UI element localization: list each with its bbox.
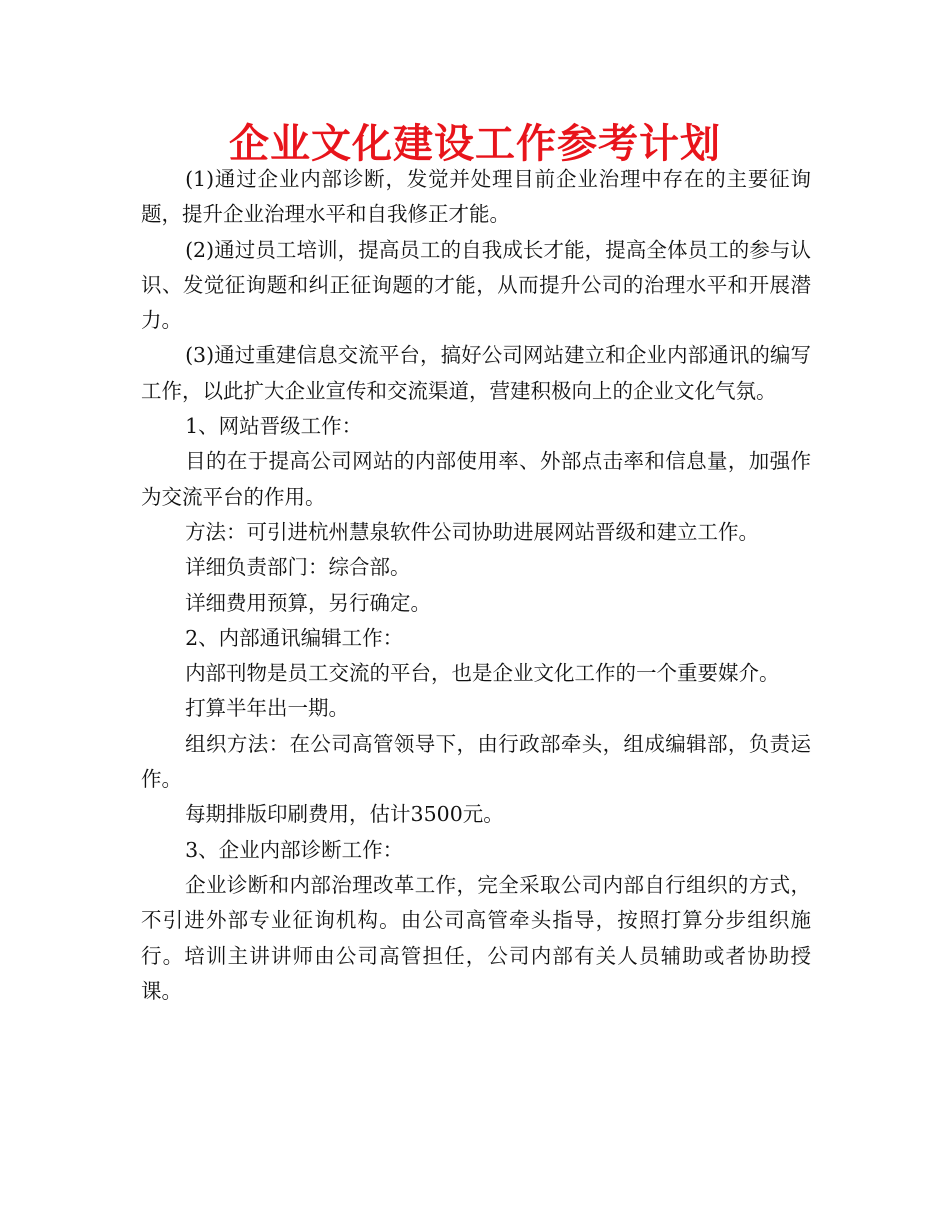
paragraph-diagnosis-detail: 企业诊断和内部治理改革工作，完全采取公司内部自行组织的方式，不引进外部专业征询机构。由公司高管牵头指导，按照打算分步组织施行。培训主讲讲师由公司高管担任，公司内部有关人员辅助或者协助授课。 [141,872,811,1003]
paragraph-newsletter-purpose: 内部刊物是员工交流的平台，也是企业文化工作的一个重要媒介。 [185,661,780,686]
paragraph-newsletter-organization: 组织方法：在公司高管领导下，由行政部牵头，组成编辑部，负责运作。 [141,731,811,792]
paragraph-goal-2: (2)通过员工培训，提高员工的自我成长才能，提高全体员工的参与认识、发觉征询题和纠正征询题的才能，从而提升公司的治理水平和开展潜力。 [141,237,811,333]
paragraph-website-department: 详细负责部门：综合部。 [185,555,411,580]
section-heading-website: 1、网站晋级工作： [185,414,363,439]
paragraph-goal-3: (3)通过重建信息交流平台，搞好公司网站建立和企业内部通讯的编写工作，以此扩大企业宣传和交流渠道，营建积极向上的企业文化气氛。 [141,343,811,403]
paragraph-newsletter-cost: 每期排版印刷费用，估计3500元。 [185,802,504,827]
section-heading-diagnosis: 3、企业内部诊断工作： [185,837,404,862]
document-body [141,162,811,1009]
paragraph-goal-1: (1)通过企业内部诊断，发觉并处理目前企业治理中存在的主要征询题，提升企业治理水平和自我修正才能。 [141,167,811,227]
document-title: 企业文化建设工作参考计划 [229,120,721,167]
paragraph-website-method: 方法：可引进杭州慧泉软件公司协助进展网站晋级和建立工作。 [185,519,760,544]
section-heading-newsletter: 2、内部通讯编辑工作： [185,625,404,650]
paragraph-website-budget: 详细费用预算，另行确定。 [185,590,432,615]
paragraph-newsletter-frequency: 打算半年出一期。 [185,696,350,721]
paragraph-website-purpose: 目的在于提高公司网站的内部使用率、外部点击率和信息量，加强作为交流平台的作用。 [141,449,811,509]
